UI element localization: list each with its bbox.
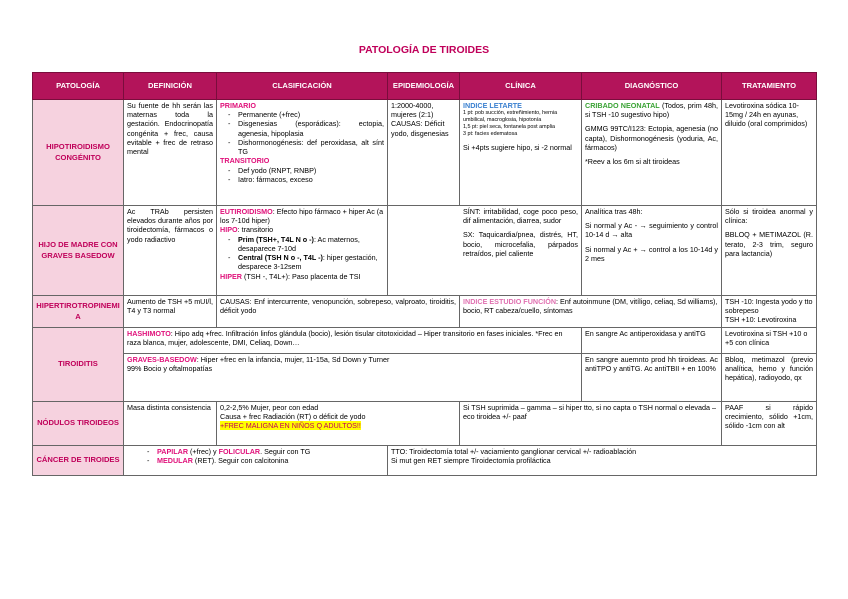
table-row-hijo-madre-graves bbox=[33, 206, 817, 296]
header-epidemiologia: EPIDEMIOLOGÍA bbox=[388, 73, 460, 100]
epidemiology-cell: 1:2000-4000, mujeres (2:1) CAUSAS: Déficit yodo, disgenesias bbox=[388, 100, 460, 206]
treatment-cell: Levotiroxina sódica 10-15mg / 24h en ayunas, diluido (oral comprimidos) bbox=[722, 100, 817, 206]
header-clasificacion: CLASIFICACIÓN bbox=[217, 73, 388, 100]
classification-cell: EUTIROIDISMO: Efecto hipo fármaco + hiper Ac (a los 7-10d hiper) HIPO: transitorio - Prim (TSH+, T4L N o -): Ac maternos, desaparece 7-10d - Central (TSH N o -, T4L -): hiper gestación, desparece 3-12sem HIPER (TSH -, T4L+): Paso placenta de TSI bbox=[217, 206, 388, 296]
table-row-cancer bbox=[33, 446, 817, 476]
pathology-name: TIROIDITIS bbox=[33, 328, 124, 402]
causes-cell: CAUSAS: Enf intercurrente, venopunción, sobrepeso, valproato, tiroiditis, déficit yodo bbox=[217, 296, 460, 328]
treatment-cell: TSH -10: Ingesta yodo y tto sobrepeso TSH +10: Levotiroxina bbox=[722, 296, 817, 328]
clinic-diagnosis-cell: Si TSH suprimida – gamma – si hiper tto, si no capta o TSH normal o elevada – eco tiroidea +/- paaf bbox=[460, 402, 722, 446]
diagnosis-cell: En sangre auemnto prod hh tiroideas. Ac antiTPO y antiTG. Ac antiTBII + en 100% bbox=[582, 354, 722, 402]
pathology-name: HIJO DE MADRE CON GRAVES BASEDOW bbox=[33, 206, 124, 296]
classification-cell: 0,2-2,5% Mujer, peor con edad Causa + frec Radiación (RT) o déficit de yodo +FREC MALIGNA EN NIÑOS Q ADULTOS!! bbox=[217, 402, 460, 446]
table-row-nodulos bbox=[33, 402, 817, 446]
thyroid-pathology-table bbox=[32, 72, 817, 476]
header-patologia: PATOLOGÍA bbox=[33, 73, 124, 100]
treatment-cell: PAAF si rápido crecimiento, sólido +1cm, sólido -1cm con alt bbox=[722, 402, 817, 446]
graves-cell: GRAVES-BASEDOW: Hiper +frec en la infancia, mujer, 11-15a, Sd Down y Turner 99% Bocio y oftalmopatías bbox=[124, 354, 582, 402]
page-title: PATOLOGÍA DE TIROIDES bbox=[358, 44, 490, 56]
clinic-cell: INDICE LETARTE 1 pt: pob succión, estreñimiento, hernia umbilical, macroglosia, hipotonía 1,5 pt: piel seca, fontanela post amplia 3 pt: facies edematosa Si +4pts sugiere hipo, si -2 normal bbox=[460, 100, 582, 206]
treatment-cell: Levotiroxina si TSH +10 o +5 con clínica bbox=[722, 328, 817, 354]
definition-cell: Su fuente de hh serán las maternas toda la gestación. Endocrinopatía congénita + frec, causa evitable + frec de retraso mental bbox=[124, 100, 217, 206]
hashimoto-cell: HASHIMOTO: Hipo adq +frec. Infiltración linfos glándula (bocio), lesión tisular citotoxicidad – Hiper transitorio en fases iniciales. *Frec en raza blanca, mujer, adolescente, DMI, Celiaq, Down… bbox=[124, 328, 582, 354]
table-row-hashimoto bbox=[33, 328, 817, 354]
types-cell: - PAPILAR (+frec) y FOLICULAR. Seguir con TG - MEDULAR (RET). Seguir con calcitonina bbox=[124, 446, 388, 476]
diagnosis-cell: CRIBADO NEONATAL (Todos, prim 48h, si TSH -10 sugestivo hipo) GMMG 99TC/I123: Ectopia, agenesia (no capta), Dishormonogénesis (yoduria, Ac, fármacos) *Reev a los 6m si alt tiroideas bbox=[582, 100, 722, 206]
table-row-hipertirotropinemia bbox=[33, 296, 817, 328]
definition-cell: Aumento de TSH +5 mUI/l, T4 y T3 normal bbox=[124, 296, 217, 328]
table-row-graves-basedow bbox=[33, 354, 817, 402]
header-row bbox=[33, 73, 817, 100]
treatment-cell: TTO: Tiroidectomía total +/- vaciamiento ganglionar cervical +/- radioablación Si mut gen RET siempre Tiroidectomía profiláctica bbox=[388, 446, 817, 476]
pathology-name: CÁNCER DE TIROIDES bbox=[33, 446, 124, 476]
diagnosis-cell: Analítica tras 48h: Si normal y Ac - → seguimiento y control 10-14 d → alta Si normal y Ac + → control a los 10-14d y 2 mes bbox=[582, 206, 722, 296]
header-tratamiento: TRATAMIENTO bbox=[722, 73, 817, 100]
header-definicion: DEFINICIÓN bbox=[124, 73, 217, 100]
treatment-cell: Sólo si tiroidea anormal y clínica: BBLOQ + METIMAZOL (R. terato, 2-3 trim, seguro para lactancia) bbox=[722, 206, 817, 296]
table-row-hipotiroidismo bbox=[33, 100, 817, 206]
treatment-cell: Bbloq, metimazol (previo analítica, hemo y función hepática), radioyodo, qx bbox=[722, 354, 817, 402]
pathology-name: NÓDULOS TIROIDEOS bbox=[33, 402, 124, 446]
pathology-name: HIPERTIROTROPINEMIA bbox=[33, 296, 124, 328]
pathology-name: HIPOTIROIDISMO CONGÉNITO bbox=[33, 100, 124, 206]
clinic-cell: SÍNT: irritabilidad, coge poco peso, dif alimentación, diarrea, sudor SX: Taquicardia/pnea, distrés, HT, bocio, microcefalia, párpados retraídos, piel caliente bbox=[388, 206, 582, 296]
diagnosis-cell: En sangre Ac antiperoxidasa y antiTG bbox=[582, 328, 722, 354]
definition-cell: Ac TRAb persisten elevados durante años por tiroidectomía, fármacos o yodo radiactivo bbox=[124, 206, 217, 296]
classification-cell: PRIMARIO - Permanente (+frec) - Disgenesias (esporádicas): ectopia, agenesia, hipoplasia - Dishormonogénesis: def peroxidasa, alt sínt TG TRANSITORIO - Def yodo (RNPT, RNBP) - Iatro: fármacos, exceso bbox=[217, 100, 388, 206]
definition-cell: Masa distinta consistencia bbox=[124, 402, 217, 446]
header-clinica: CLÍNICA bbox=[460, 73, 582, 100]
study-index-cell: INDICE ESTUDIO FUNCIÓN: Enf autoinmune (DM, vitíligo, celiaq, Sd williams), bocio, RT cabeza/cuello, síntomas bbox=[460, 296, 722, 328]
header-diagnostico: DIAGNÓSTICO bbox=[582, 73, 722, 100]
